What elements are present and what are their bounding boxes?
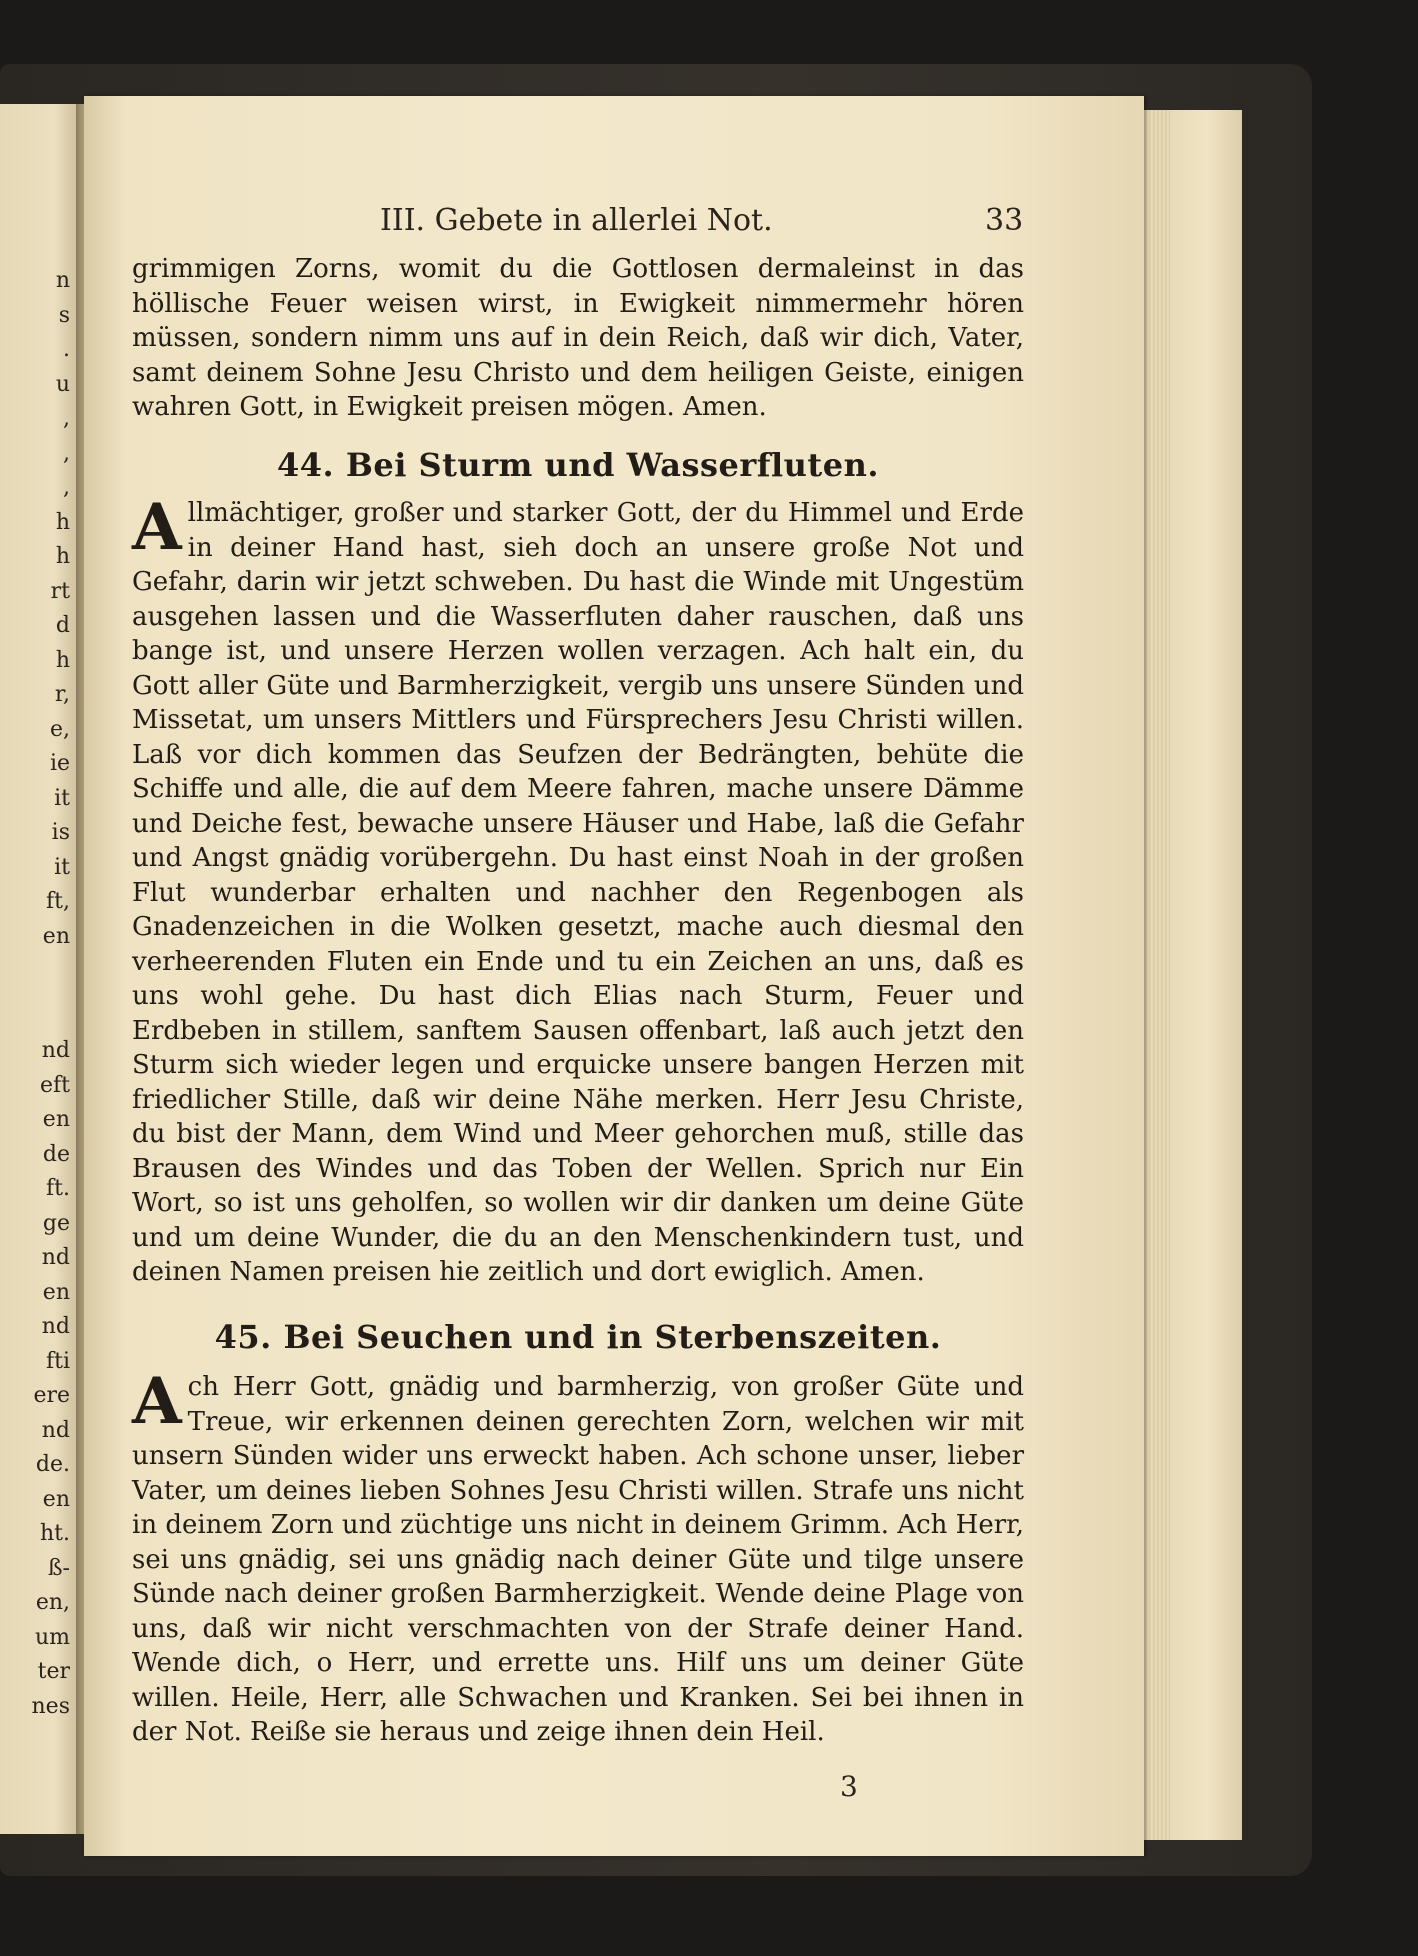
left-page-fragment: nd [41, 1038, 70, 1063]
left-page-fragment: . [63, 337, 70, 362]
left-page-fragment: is [51, 820, 70, 845]
left-page-fragment: h [55, 544, 70, 569]
left-page-fragment: ter [37, 1659, 70, 1684]
section-44-body [132, 490, 1024, 1290]
left-page-fragment: h [55, 509, 70, 535]
left-page-fragment: ge [42, 1210, 70, 1236]
left-page-fragment: en [42, 1279, 70, 1305]
left-page-fragment: it [54, 785, 70, 811]
continuation-text: grimmigen Zorns, womit du die Gottlosen dermaleinst in das höllische Feuer weisen wirst, in Ewigkeit nimmermehr hören müssen, sondern nimm uns auf in dein Reich, daß wir dich, Vater, samt deinem Sohne Jesu Christo und dem heiligen Geiste, einigen wahren Gott, in Ewigkeit preisen mögen. Amen. [132, 254, 1024, 422]
next-page-edge [1170, 110, 1242, 1840]
continuation-paragraph [132, 252, 1024, 425]
left-page-fragment: eft [39, 1072, 70, 1098]
section-44-dropcap: A [132, 490, 182, 565]
left-page-edge [0, 104, 78, 1834]
left-page-fragment: ht. [39, 1521, 70, 1546]
left-page-fragment: n [55, 268, 70, 293]
left-page-fragment: nes [31, 1693, 70, 1719]
section-45-heading: 45. Bei Seuchen und in Sterbenszeiten. [214, 1318, 942, 1356]
left-page-fragment: rt [50, 578, 70, 604]
left-page-fragment: ß- [47, 1555, 70, 1581]
section-44-text: llmächtiger, großer und starker Gott, der du Himmel und Erde in deiner Hand hast, sieh doch an unsere große Not und Gefahr, darin wir jetzt schweben. Du hast die Winde mit Ungestüm ausgehen lassen und die Wasserfluten daher rauschen, daß uns bange ist, und unsere Herzen wollen verzagen. Ach halt ein, du Gott aller Güte und Barmherzigkeit, vergib uns unsere Sünden und Missetat, um unsers Mittlers und Fürsprechers Jesu Christi willen. Laß vor dich kommen das Seufzen der Bedrängten, behüte die Schiffe und alle, die auf dem Meere fahren, mache unsere Dämme und Deiche fest, bewache unsere Häuser und Habe, laß die Gefahr und Angst gnädig vorübergehn. Du hast einst Noah in der großen Flut wunderbar erhalten und nachher den Regenbogen als Gnadenzeichen in die Wolken gesetzt, mache auch diesmal den verheerenden Fluten ein Ende und tu ein Zeichen an uns, daß es uns wohl gehe. Du hast dich Elias nach Sturm, Feuer und Erdbeben in stillem, sanftem Sausen offenbart, laß auch jetzt den Sturm sich wieder legen und erquicke unsere bangen Herzen mit friedlicher Stille, daß wir deine Nähe merken. Herr Jesu Christe, du bist der Mann, dem Wind und Meer gehorchen muß, stille das Brausen des Windes und das Toben der Wellen. Sprich nur Ein Wort, so ist uns geholfen, so wollen wir dir danken um deine Güte und um deine Wunder, die du an den Menschenkindern tust, und deinen Namen preisen hie zeitlich und dort ewiglich. Amen. [132, 498, 1024, 1287]
left-page-fragment: nd [41, 1245, 70, 1270]
section-45-text: ch Herr Gott, gnädig und barmherzig, von großer Güte und Treue, wir erkennen deinen gerechten Zorn, welchen wir mit unsern Sünden wider uns erweckt haben. Ach schone unser, lieber Vater, um deines lieben Sohnes Jesu Christi willen. Strafe uns nicht in deinem Zorn und züchtige uns nicht in deinem Grimm. Ach Herr, sei uns gnädig, sei uns gnädig nach deiner Güte und tilge unsere Sünde nach deiner großen Barmherzigkeit. Wende deine Plage von uns, daß wir nicht verschmachten von der Strafe deiner Hand. Wende dich, o Herr, und errette uns. Hilf uns um deiner Güte willen. Heile, Herr, alle Schwachen und Kranken. Sei bei ihnen in der Not. Reiße sie heraus und zeige ihnen dein Heil. [132, 1372, 1025, 1747]
left-page-fragment: d [55, 613, 70, 638]
left-page-fragment: fti [45, 1348, 70, 1374]
section-45-dropcap: A [132, 1364, 182, 1439]
left-page-fragment: h [55, 647, 70, 673]
left-page-fragment: , [63, 475, 70, 500]
left-page-fragment: ft, [46, 889, 70, 914]
left-page-fragment: , [63, 440, 70, 466]
left-page-fragment: ie [49, 751, 70, 776]
left-page-fragment: en [42, 1107, 70, 1132]
left-page-fragment: de. [35, 1452, 70, 1477]
left-page-fragment: um [34, 1624, 70, 1650]
left-page-fragment: nd [41, 1314, 70, 1339]
left-page-fragment: e, [49, 716, 70, 742]
left-page-fragment: r, [54, 682, 70, 707]
section-44-heading: 44. Bei Sturm und Wasserfluten. [277, 446, 879, 484]
left-page-fragment: s [58, 302, 70, 328]
left-page-fragment: en [42, 923, 70, 949]
left-page-fragment: , [63, 406, 70, 431]
left-page-fragment: de [42, 1141, 70, 1167]
left-page-fragment: ere [33, 1383, 70, 1408]
running-title: III. Gebete in allerlei Not. [380, 203, 773, 238]
page-stack-edge [1140, 110, 1170, 1840]
left-page-fragment: it [54, 854, 70, 880]
left-page-fragment: u [55, 371, 70, 397]
left-page-fragment: en [42, 1486, 70, 1512]
page-number: 33 [985, 203, 1024, 238]
left-page-fragment: nd [41, 1417, 70, 1443]
left-page-fragment: en, [35, 1590, 70, 1615]
signature-mark: 3 [840, 1770, 858, 1803]
left-page-fragment: ft. [46, 1176, 70, 1201]
section-45-body [132, 1364, 1025, 1750]
